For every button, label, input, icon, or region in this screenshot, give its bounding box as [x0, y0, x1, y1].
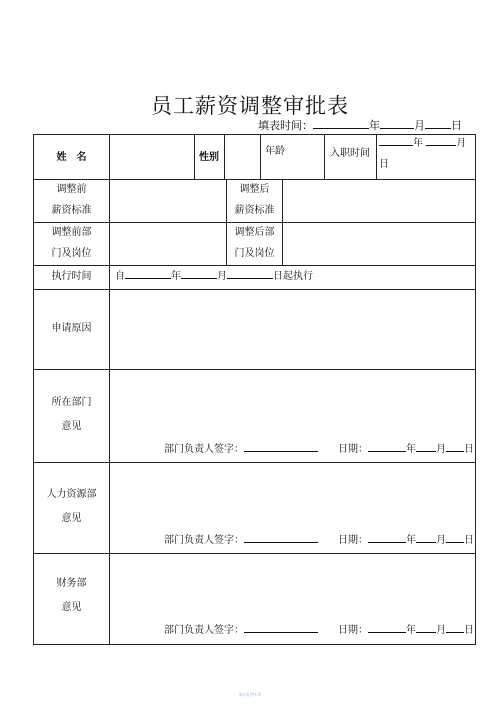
gender-value-cell[interactable]	[225, 135, 260, 179]
after-salary-label: 调整后 薪资标准	[234, 184, 275, 216]
after-dept-value[interactable]	[283, 223, 475, 265]
age-value-cell[interactable]	[290, 135, 324, 179]
before-salary-value[interactable]	[110, 180, 226, 222]
dept-signature-line[interactable]: 部门负责人签字： 日期： 年 月 日	[164, 444, 474, 455]
join-date-label: 入职时间	[330, 148, 370, 159]
age-label: 年龄	[265, 146, 285, 157]
fill-day-label: 日	[451, 119, 462, 132]
name-label: 姓 名	[56, 152, 87, 163]
fill-year-blank[interactable]	[313, 119, 369, 129]
hr-signature-line[interactable]: 部门负责人签字： 日期： 年 月 日	[164, 535, 474, 546]
gender-label: 性别	[199, 152, 219, 163]
hr-opinion-label: 人力资源部 意见	[46, 489, 97, 524]
reason-label: 申请原因	[51, 323, 92, 334]
before-dept-label: 调整前部 门及岗位	[51, 227, 92, 259]
effective-date-value[interactable]: 自 年 月 日起执行	[115, 271, 313, 282]
fill-time-label: 填表时间：	[258, 119, 313, 132]
effective-date-label: 执行时间	[51, 271, 92, 282]
page-footer: 第1页/共1页	[238, 692, 262, 697]
after-salary-value[interactable]	[283, 180, 475, 222]
before-dept-value[interactable]	[110, 223, 226, 265]
fill-month-label: 月	[414, 119, 425, 132]
fill-year-label: 年	[369, 119, 380, 132]
before-salary-label: 调整前 薪资标准	[51, 184, 92, 216]
fill-day-blank[interactable]	[425, 119, 451, 129]
join-date-value[interactable]: 年 月 日	[379, 138, 467, 170]
fill-time	[258, 117, 462, 133]
name-value-cell[interactable]	[110, 135, 194, 179]
form-title: 员工薪资调整审批表	[151, 94, 349, 118]
finance-opinion-label: 财务部 意见	[56, 578, 87, 613]
finance-signature-line[interactable]: 部门负责人签字： 日期： 年 月 日	[164, 625, 474, 636]
reason-value[interactable]	[110, 290, 475, 369]
dept-opinion-label: 所在部门 意见	[51, 397, 92, 432]
after-dept-label: 调整后部 门及岗位	[234, 227, 275, 259]
fill-month-blank[interactable]	[380, 119, 414, 129]
